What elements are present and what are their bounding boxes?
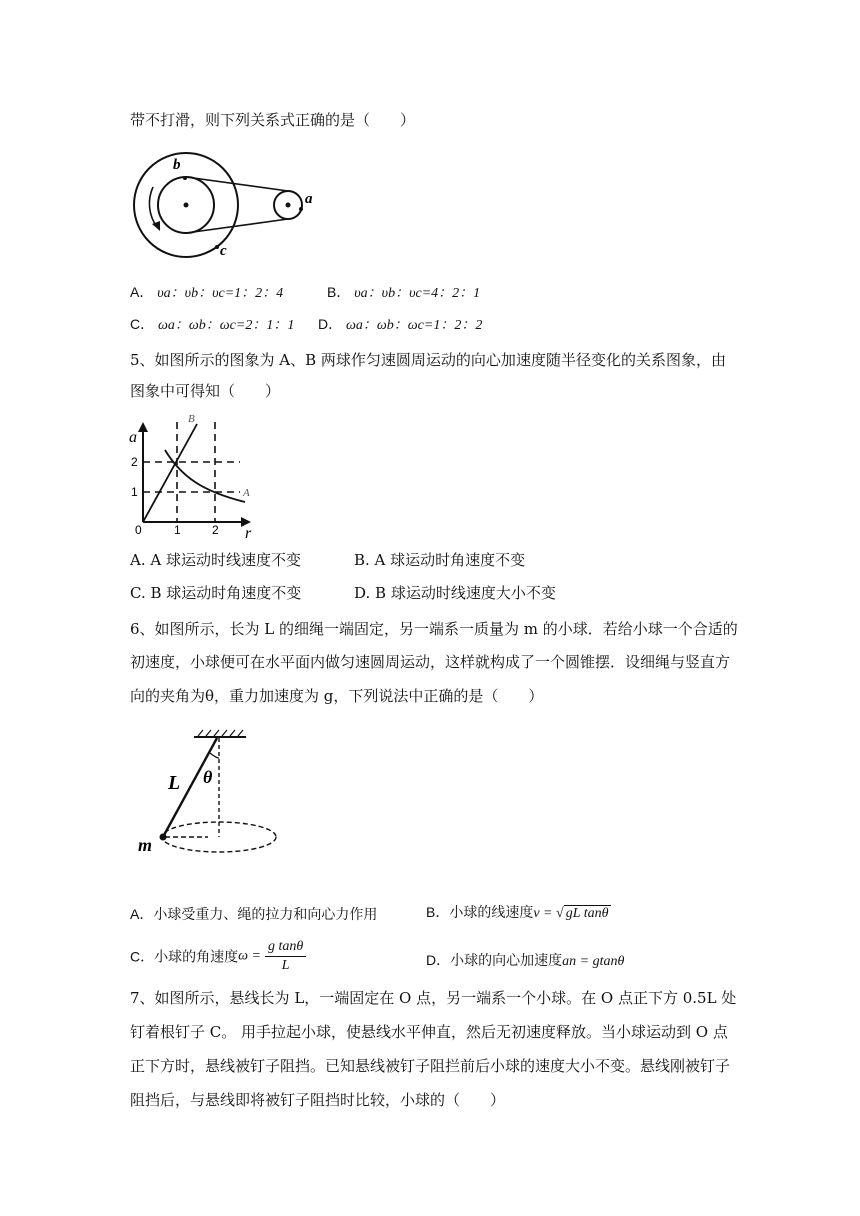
graph-origin: 0 [135,523,142,537]
pulley-figure [125,145,325,265]
label-a: a [305,191,313,207]
label-c: c [220,243,227,259]
graph-y-tick-2: 2 [131,455,138,469]
q7-line2: 钉着根钉子 C。 用手拉起小球，使悬线水平伸直，然后无初速度释放。当小球运动到 O 点 [130,1023,728,1041]
curve-b-label: B [188,413,195,425]
graph-x-label: r [245,525,252,540]
graph-x-tick-2: 2 [212,523,219,537]
label-mass: m [138,835,153,855]
q4-option-b[interactable]: B． υa：υb：υc=4：2：1 [327,284,481,301]
q7-line1: 7、如图所示，悬线长为 L，一端固定在 O 点，另一端系一个小球。在 O 点正下方 0.5L 处 [130,989,737,1007]
q7-line3: 正下方时，悬线被钉子阻挡。已知悬线被钉子阻拦前后小球的速度大小不变。悬线刚被钉子 [130,1057,731,1075]
label-b: b [173,157,181,173]
label-theta: θ [203,767,213,787]
q5-stem-line2: 图象中可得知（ ） [130,382,281,400]
q5-stem-line1: 5、如图所示的图象为 A、B 两球作匀速圆周运动的向心加速度随半径变化的关系图象，由 [130,351,726,369]
q5-option-a[interactable]: A. A 球运动时线速度不变 [130,551,301,569]
q7-line4: 阻挡后，与悬线即将被钉子阻挡时比较，小球的（ ） [130,1091,506,1109]
b-formula: v = √ gL tanθ [533,906,609,921]
q6-stem-line2: 初速度，小球便可在水平面内做匀速圆周运动，这样就构成了一个圆锥摆．设细绳与竖直方 [130,653,731,671]
q5-option-c[interactable]: C. B 球运动时角速度不变 [130,584,302,602]
q5-option-d[interactable]: D. B 球运动时线速度大小不变 [354,584,556,602]
graph-x-tick-1: 1 [174,523,181,537]
q6-option-c[interactable]: C．小球的角速度ω = $\frac{\text{g tanθ}}{L}$ [130,938,306,982]
q6-stem-line1: 6、如图所示，长为 L 的细绳一端固定，另一端系一质量为 m 的小球．若给小球一个合适的 [130,620,738,638]
acceleration-radius-graph [125,410,265,540]
q6-stem-line3: 向的夹角为θ，重力加速度为 g，下列说法中正确的是（ ） [130,687,544,705]
q6-option-d[interactable]: D．小球的向心加速度an = gtanθ [426,952,625,969]
q6-option-b[interactable]: B．小球的线速度v = √ gL tanθ [426,904,609,921]
q4-option-d[interactable]: D． ωa：ωb：ωc=1：2：2 [318,316,483,333]
q4-stem-tail: 带不打滑，则下列关系式正确的是（ ） [130,111,416,129]
graph-y-label: a [129,429,137,446]
conical-pendulum-figure [130,725,290,865]
q5-option-b[interactable]: B. A 球运动时角速度不变 [354,551,526,569]
q4-option-a[interactable]: A． υa：υb：υc=1：2：4 [130,284,284,301]
label-length: L [168,772,181,794]
q4-option-c[interactable]: C． ωa：ωb：ωc=2：1：1 [130,316,295,333]
q6-option-a[interactable]: A．小球受重力、绳的拉力和向心力作用 [130,906,378,922]
c-fraction: $\frac{\text{g tanθ}}{L}$ [265,938,306,975]
curve-a-label: A [243,487,250,499]
graph-y-tick-1: 1 [131,485,138,499]
